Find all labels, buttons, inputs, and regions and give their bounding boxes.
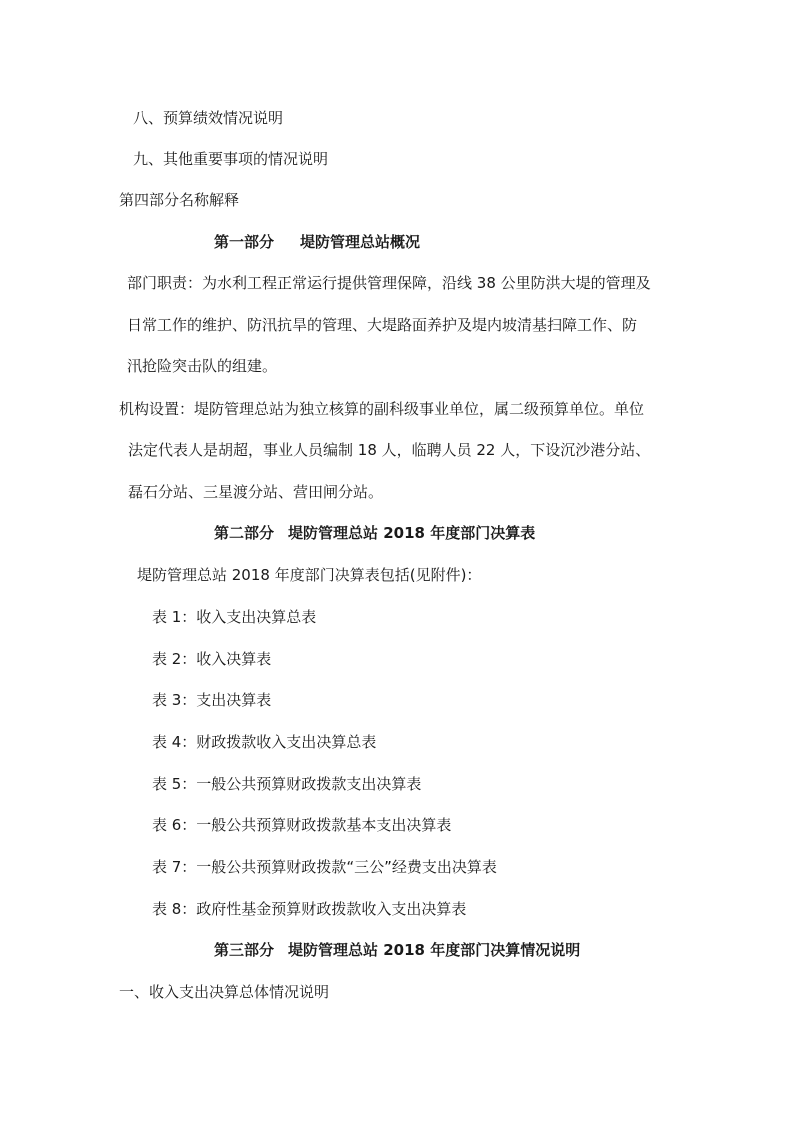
duty-line-1: 部门职责：为水利工程正常运行提供管理保障，沿线 38 公里防洪大堤的管理及 [127,274,651,292]
org-line-1: 机构设置：堤防管理总站为独立核算的副科级事业单位，属二级预算单位。单位 [119,400,645,418]
toc-part-4: 第四部分名称解释 [119,191,240,209]
org-line-3: 磊石分站、三星渡分站、营田闸分站。 [128,483,384,501]
toc-item-8: 八、预算绩效情况说明 [133,109,284,127]
table-list-item: 表 2：收入决算表 [152,650,272,668]
part1-heading-prefix: 第一部分 [214,233,275,251]
duty-line-2: 日常工作的维护、防汛抗旱的管理、大堤路面养护及堤内坡清基扫障工作、防 [127,316,638,334]
part2-heading-prefix: 第二部分 [214,524,275,542]
part3-heading [214,940,580,960]
table-list-item: 表 1：收入支出决算总表 [152,608,317,626]
part3-heading-title: 堤防管理总站 2018 年度部门决算情况说明 [288,941,581,959]
table-list-item: 表 6：一般公共预算财政拨款基本支出决算表 [152,816,452,834]
part2-heading [214,523,535,543]
part1-heading-title: 堤防管理总站概况 [300,233,421,251]
part1-heading [214,232,420,252]
part3-heading-prefix: 第三部分 [214,941,275,959]
table-list-item: 表 3：支出决算表 [152,691,272,709]
duty-line-3: 汛抢险突击队的组建。 [127,357,278,375]
part2-intro: 堤防管理总站 2018 年度部门决算表包括(见附件)： [137,566,482,584]
part3-section-1: 一、收入支出决算总体情况说明 [119,983,330,1001]
org-line-2: 法定代表人是胡超，事业人员编制 18 人，临聘人员 22 人，下设沉沙港分站、 [128,441,651,459]
toc-item-9: 九、其他重要事项的情况说明 [133,150,329,168]
table-list-item: 表 8：政府性基金预算财政拨款收入支出决算表 [152,900,467,918]
table-list-item: 表 5：一般公共预算财政拨款支出决算表 [152,775,422,793]
table-list-item: 表 7：一般公共预算财政拨款“三公”经费支出决算表 [152,858,497,876]
table-list-item: 表 4：财政拨款收入支出决算总表 [152,733,377,751]
part2-heading-title: 堤防管理总站 2018 年度部门决算表 [288,524,536,542]
